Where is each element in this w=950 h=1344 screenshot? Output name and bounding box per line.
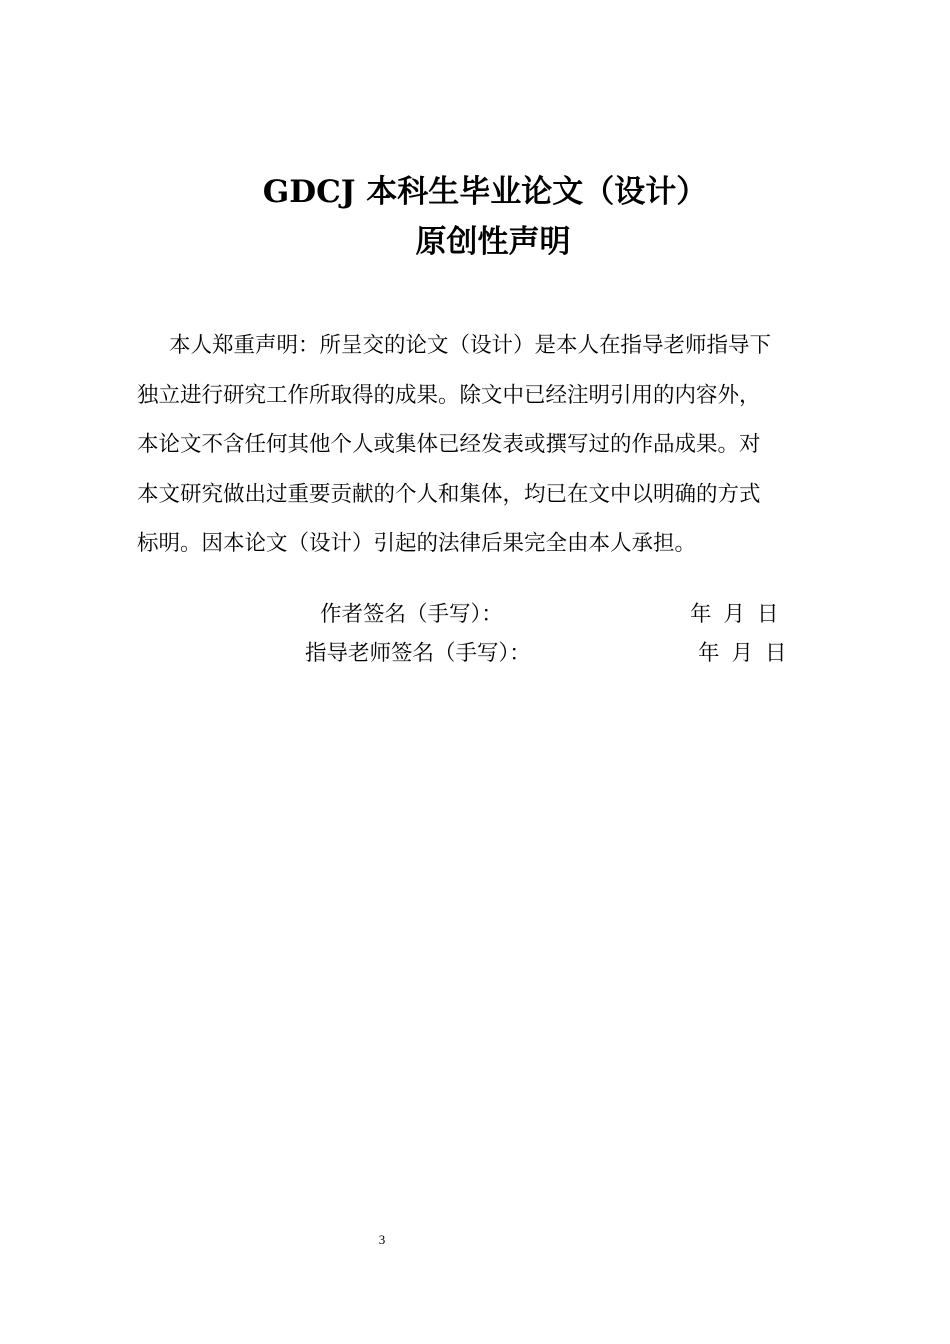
advisor-signature-label: 指导老师签名（手写）：	[305, 641, 531, 666]
declaration-line: 标明。因本论文（设计）引起的法律后果完全由本人承担。	[137, 531, 697, 556]
advisor-signature-date	[698, 639, 799, 669]
declaration-line: 本论文不含任何其他个人或集体已经发表或撰写过的作品成果。对	[137, 432, 761, 457]
declaration-line: 本文研究做出过重要贡献的个人和集体，均已在文中以明确的方式	[137, 481, 761, 507]
document-title: GDCJ 本科生毕业论文（设计）	[262, 174, 708, 210]
declaration-line: 独立进行研究工作所取得的成果。除文中已经注明引用的内容外，	[137, 382, 761, 408]
year-label: 年	[698, 641, 720, 666]
day-label: 日	[757, 602, 779, 627]
author-signature-label: 作者签名（手写）：	[320, 602, 503, 627]
document-subtitle: 原创性声明	[415, 224, 571, 260]
page-number: 3	[378, 1232, 386, 1247]
year-label: 年	[690, 602, 712, 627]
declaration-line: 本人郑重声明：所呈交的论文（设计）是本人在指导老师指导下	[169, 333, 772, 358]
month-label: 月	[723, 602, 746, 627]
declaration-paragraph	[137, 321, 849, 569]
month-label: 月	[731, 641, 754, 666]
day-label: 日	[765, 641, 787, 666]
author-signature-date	[690, 600, 791, 630]
